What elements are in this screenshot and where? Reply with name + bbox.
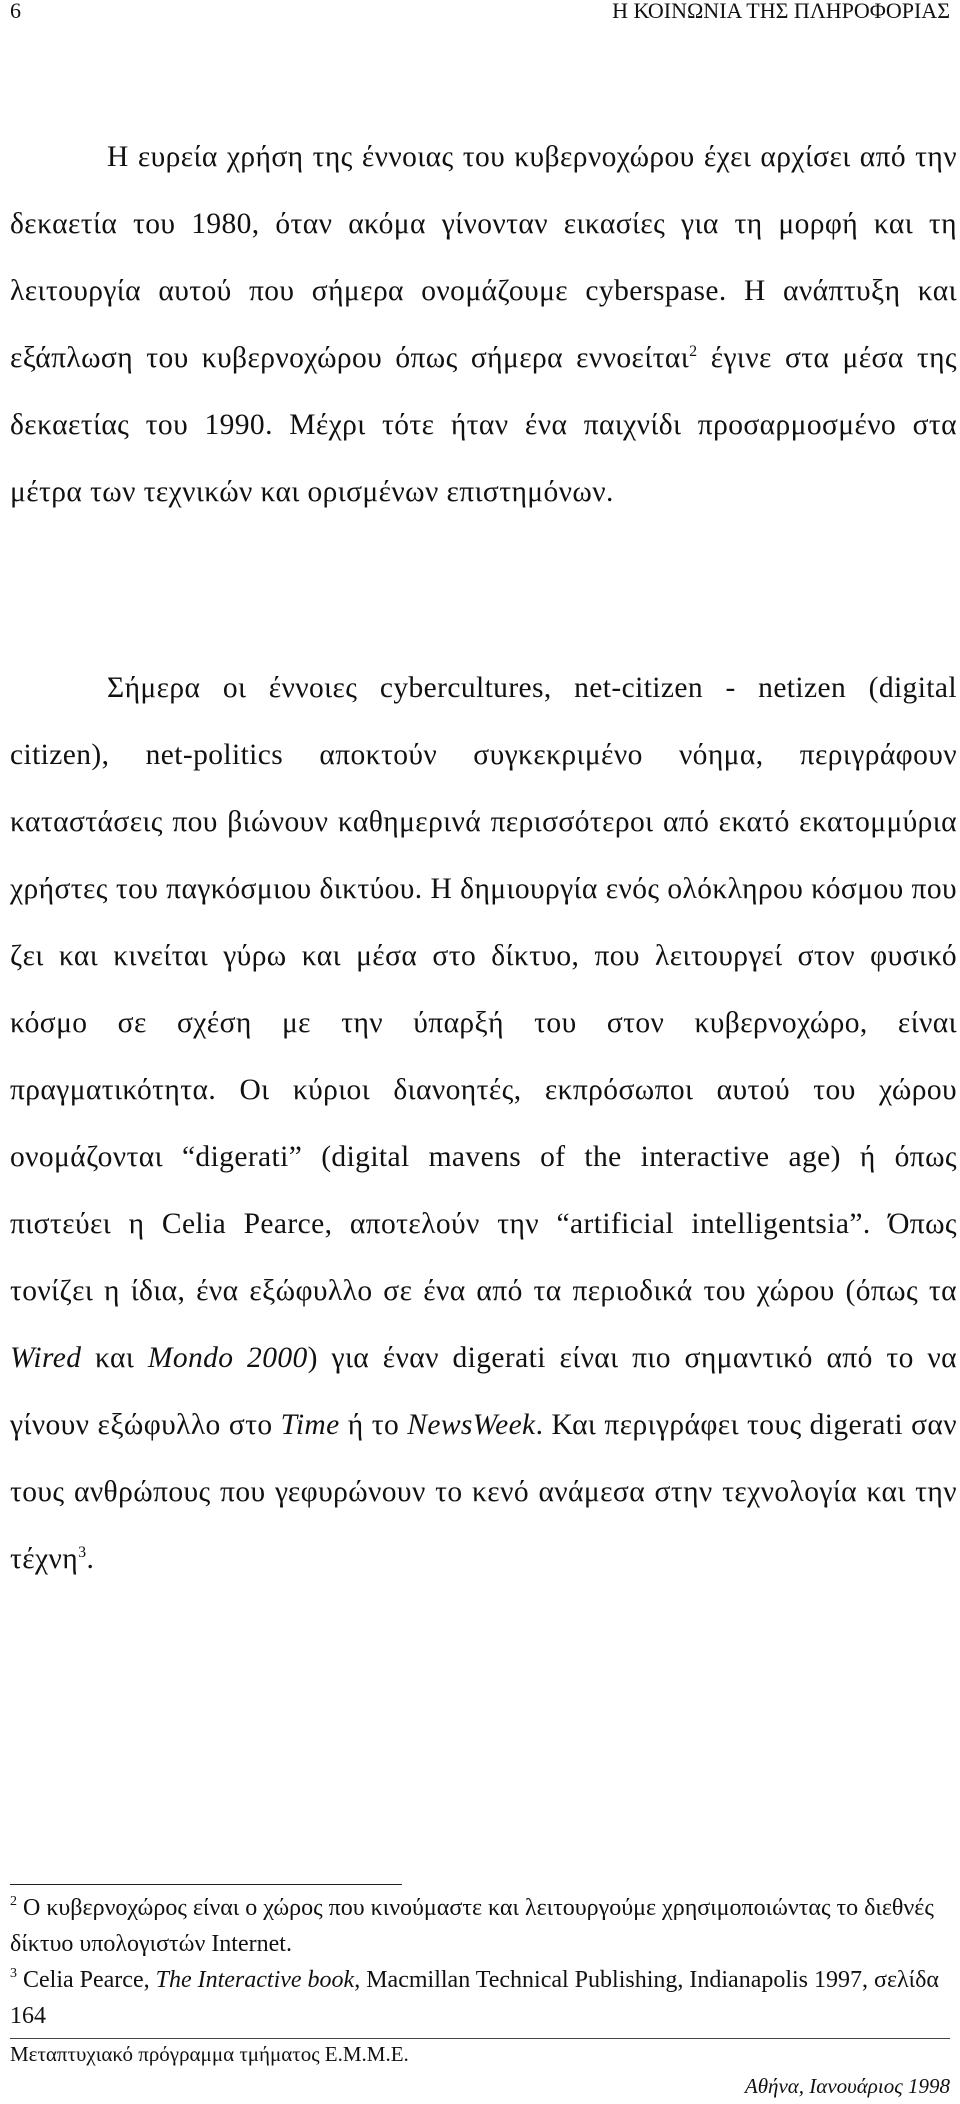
- paragraph-2-text-2: και: [81, 1342, 148, 1374]
- paragraph-2-text-5: . Και περιγράφει τους digerati σαν τους ανθρώπους που γεφυρώνουν το κενό ανάμεσα στην τεχνολογία και την τέχνη: [10, 1409, 957, 1575]
- paragraph-2-text-1: Σήμερα οι έννοιες cybercultures, net-citizen - netizen (digital citizen), net-politics αποκτούν συγκεκριμένο νόημα, περιγράφουν καταστάσεις που βιώνουν καθημερινά περισσότεροι από εκατό εκατομμύρια χρήστες του παγκόσμιου δικτύου. Η δημιουργία ενός ολόκληρου κόσμου που ζει και κινείται γύρω και μέσα στο δίκτυο, που λειτουργεί στον φυσικό κόσμο σε σχέση με την ύπαρξή του στον κυβερνοχώρο, είναι πραγματικότητα. Οι κύριοι διανοητές, εκπρόσωποι αυτού του χώρου ονομάζονται “digerati” (digital mavens of the interactive age) ή όπως πιστεύει η Celia Pearce, αποτελούν την “artificial intelligentsia”. Όπως τονίζει η ίδια, ένα εξώφυλλο σε ένα από τα περιοδικά του χώρου (όπως τα: [10, 672, 957, 1307]
- paragraph-2: [10, 655, 957, 1593]
- running-head: Η ΚΟΙΝΩΝΙΑ ΤΗΣ ΠΛΗΡΟΦΟΡΙΑΣ: [612, 0, 950, 23]
- footer-place-date: Αθήνα, Ιανουάριος 1998: [744, 2074, 950, 2098]
- paragraph-1-text-b: έγινε στα μέσα της δεκαετίας του 1990. Μέχρι τότε ήταν ένα παιχνίδι προσαρμοσμένο στα μέτρα των τεχνικών και ορισμένων επιστημόνων.: [10, 342, 957, 508]
- footnote-3-book-title: The Interactive book: [155, 1967, 355, 1993]
- magazine-wired: Wired: [10, 1342, 82, 1374]
- footer-separator: [10, 2038, 950, 2039]
- footnote-ref-2: 2: [689, 343, 698, 360]
- magazine-newsweek: NewsWeek: [407, 1409, 536, 1441]
- page-number: 6: [10, 0, 21, 23]
- footnote-ref-3: 3: [78, 1544, 87, 1561]
- footnote-2: [10, 1890, 940, 1962]
- paragraph-2-text-6: .: [86, 1543, 95, 1575]
- footnote-separator: [10, 1884, 402, 1885]
- footnote-3-text-a: Celia Pearce,: [17, 1967, 156, 1993]
- footnote-3-number: 3: [10, 1966, 17, 1981]
- paragraph-1: [10, 124, 957, 526]
- footnote-2-text: Ο κυβερνοχώρος είναι ο χώρος που κινούμαστε και λειτουργούμε χρησιμοποιώντας το διεθνές δίκτυο υπολογιστών Internet.: [10, 1895, 934, 1957]
- paragraph-2-text-4: ή το: [339, 1409, 408, 1441]
- footnote-2-number: 2: [10, 1894, 17, 1909]
- paragraph-1-text-a: Η ευρεία χρήση της έννοιας του κυβερνοχώρου έχει αρχίσει από την δεκαετία του 1980, όταν ακόμα γίνονταν εικασίες για τη μορφή και τη λειτουργία αυτού που σήμερα ονομάζουμε cyberspase. Η ανάπτυξη και εξάπλωση του κυβερνοχώρου όπως σήμερα εννοείται: [10, 141, 957, 374]
- magazine-time: Time: [280, 1409, 340, 1441]
- paragraph-2-text-3: ) για έναν digerati είναι πιο σημαντικό από το να γίνουν εξώφυλλο στο: [10, 1342, 958, 1441]
- footnote-3: [10, 1962, 940, 2034]
- footer-program: Μεταπτυχιακό πρόγραμμα τμήματος Ε.Μ.Μ.Ε.: [10, 2042, 409, 2066]
- page-header: [10, 0, 950, 22]
- footnotes: [10, 1890, 940, 2034]
- footnote-3-text-b: , Macmillan Technical Publishing, Indianapolis 1997, σελίδα 164: [10, 1967, 940, 2029]
- magazine-mondo: Mondo 2000: [147, 1342, 308, 1374]
